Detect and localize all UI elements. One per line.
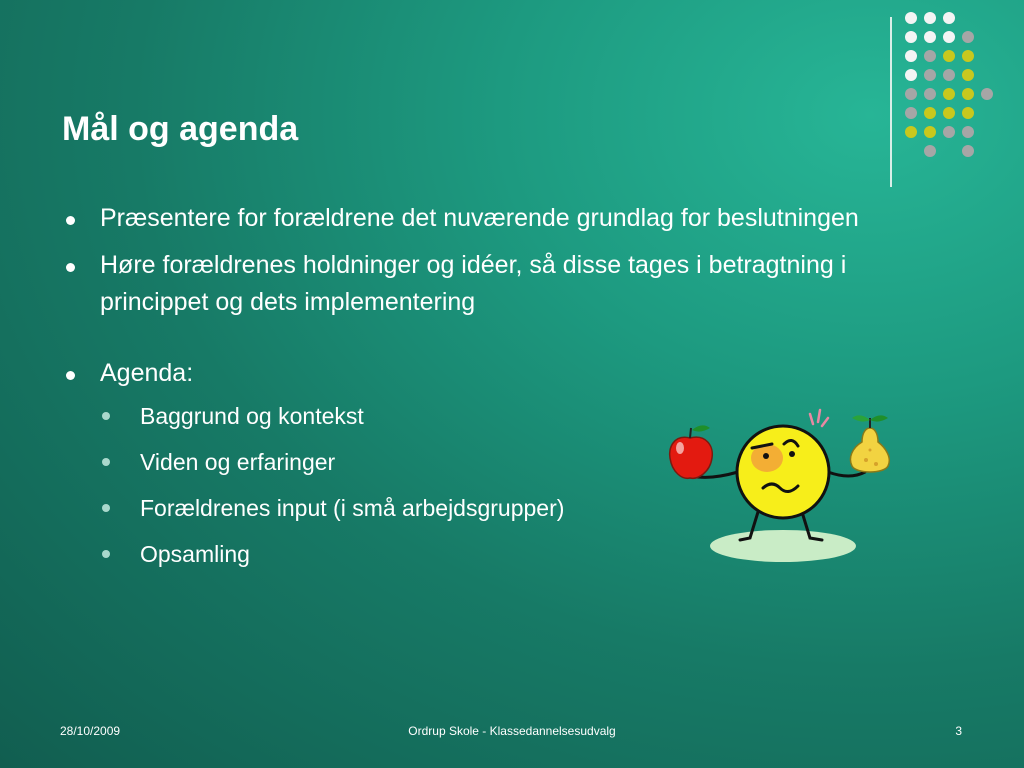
- decorative-dot: [924, 88, 936, 100]
- decorative-dot: [905, 31, 917, 43]
- decorative-dot: [905, 50, 917, 62]
- decorative-dot: [905, 107, 917, 119]
- bullet-item: Præsentere for forældrene det nuværende grundlag for beslutningen: [60, 200, 880, 237]
- footer-date: 28/10/2009: [60, 724, 121, 738]
- decorative-dot: [943, 69, 955, 81]
- decorative-dot: [962, 50, 974, 62]
- slide-title: Mål og agenda: [62, 110, 299, 148]
- footer-title: Ordrup Skole - Klassedannelsesudvalg: [408, 724, 616, 738]
- apple-icon: [670, 425, 713, 478]
- decorative-dot: [962, 107, 974, 119]
- bullet-item: Høre forældrenes holdninger og idéer, så disse tages i betragtning i princippet og dets implementering: [60, 247, 880, 321]
- decorative-dot: [962, 31, 974, 43]
- decorative-dot: [962, 145, 974, 157]
- decorative-dot: [943, 12, 955, 24]
- smiley-face-icon: [737, 410, 829, 518]
- decorative-dot: [943, 126, 955, 138]
- title-divider-line: [890, 17, 892, 187]
- decorative-dot: [981, 88, 993, 100]
- pear-icon: [850, 415, 889, 472]
- decorative-dot: [924, 126, 936, 138]
- decorative-dot: [943, 31, 955, 43]
- agenda-item: Viden og erfaringer: [100, 448, 880, 476]
- decorative-dot: [924, 31, 936, 43]
- agenda-item: Forældrenes input (i små arbejdsgrupper): [100, 494, 880, 522]
- decorative-dot: [905, 12, 917, 24]
- decorative-dot: [924, 107, 936, 119]
- decorative-dot: [962, 126, 974, 138]
- decorative-dot: [962, 69, 974, 81]
- smiley-fruit-clipart: [660, 400, 900, 570]
- decorative-dot: [962, 88, 974, 100]
- decorative-dot: [924, 69, 936, 81]
- decorative-dot: [905, 88, 917, 100]
- decorative-dot: [943, 88, 955, 100]
- decorative-dot: [943, 50, 955, 62]
- agenda-item: Opsamling: [100, 540, 880, 568]
- agenda-item: Baggrund og kontekst: [100, 402, 880, 430]
- decorative-dot: [943, 107, 955, 119]
- decorative-dot: [924, 145, 936, 157]
- decorative-dot: [905, 126, 917, 138]
- decorative-dot: [924, 50, 936, 62]
- decorative-dot: [905, 69, 917, 81]
- slide-number: 3: [955, 724, 962, 738]
- agenda-label: Agenda:: [100, 359, 194, 387]
- ground-shadow: [710, 530, 856, 562]
- decorative-dot: [924, 12, 936, 24]
